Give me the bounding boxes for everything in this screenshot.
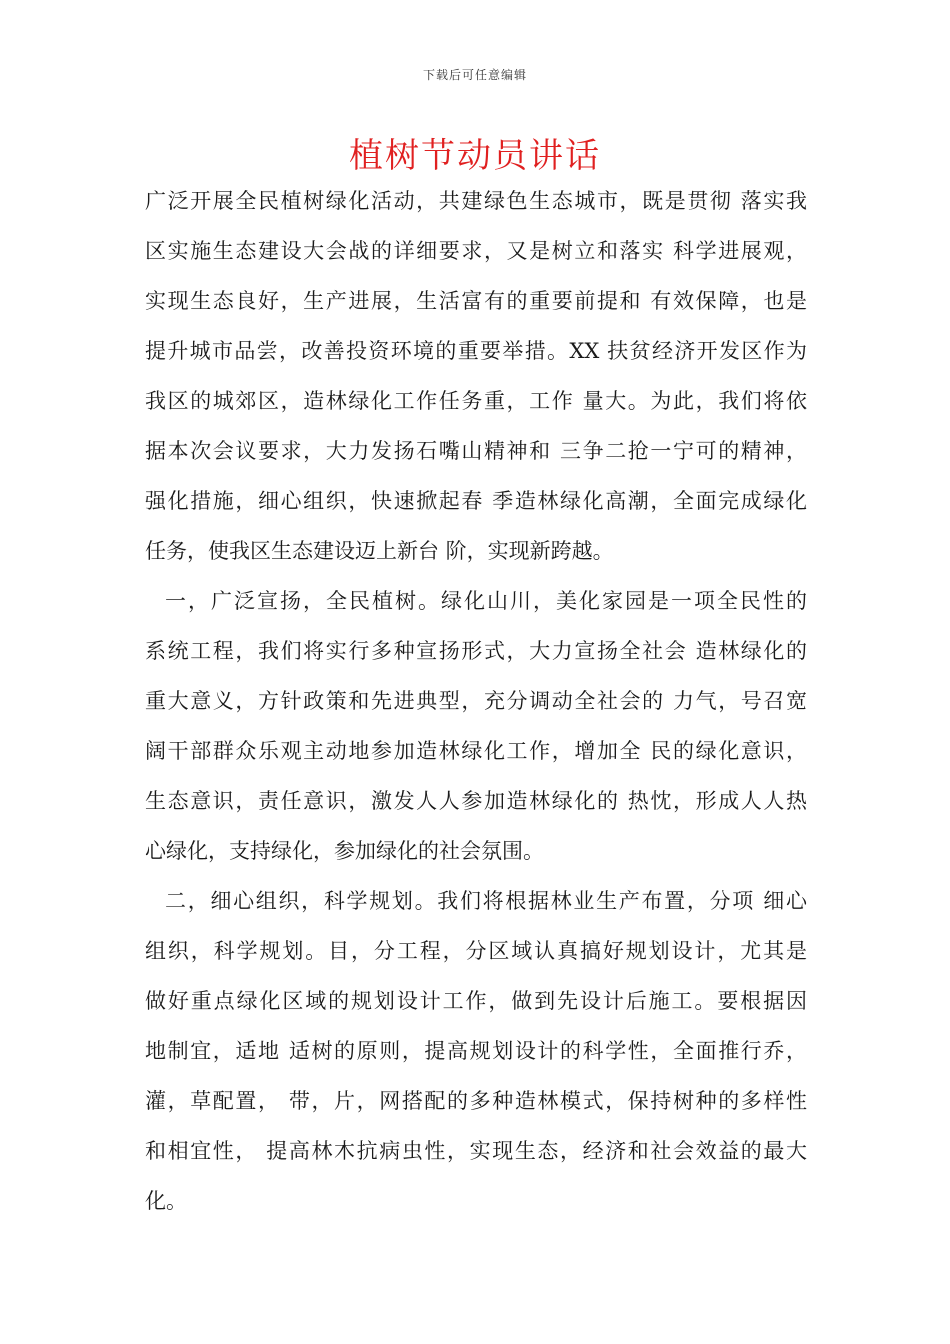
paragraph-line: 据本次会议要求，大力发扬石嘴山精神和 三争二抢一宁可的精神，: [145, 439, 807, 463]
paragraph-line: 化。: [145, 1189, 187, 1213]
paragraph-line: 组织，科学规划。目，分工程，分区域认真搞好规划设计，尤其是: [145, 939, 807, 963]
paragraph-line: 任务，使我区生态建设迈上新台 阶，实现新跨越。: [145, 539, 614, 563]
document-title: 植树节动员讲话: [349, 136, 601, 176]
paragraph-line: 二，细心组织，科学规划。我们将根据林业生产布置，分项 细心: [165, 889, 807, 913]
paragraph-line: 广泛开展全民植树绿化活动，共建绿色生态城市，既是贯彻 落实我: [145, 189, 807, 213]
paragraph-line: 重大意义，方针政策和先进典型，充分调动全社会的 力气，号召宽: [145, 689, 807, 713]
paragraph-line: 阔干部群众乐观主动地参加造林绿化工作，增加全 民的绿化意识，: [145, 739, 807, 763]
paragraph-line: 生态意识，责任意识，激发人人参加造林绿化的 热忱，形成人人热: [145, 789, 807, 813]
paragraph-line: 心绿化，支持绿化，参加绿化的社会氛围。: [145, 839, 544, 863]
paragraph-line: 提升城市品尝，改善投资环境的重要举措。XX 扶贫经济开发区作为: [145, 339, 807, 363]
paragraph-line: 和相宜性， 提高林木抗病虫性，实现生态，经济和社会效益的最大: [145, 1139, 807, 1163]
paragraph-line: 做好重点绿化区域的规划设计工作，做到先设计后施工。要根据因: [145, 989, 807, 1013]
paragraph-line: 区实施生态建设大会战的详细要求，又是树立和落实 科学进展观，: [145, 239, 807, 263]
paragraph-line: 我区的城郊区，造林绿化工作任务重，工作 量大。为此，我们将依: [145, 389, 807, 413]
paragraph-line: 强化措施，细心组织，快速掀起春 季造林绿化高潮，全面完成绿化: [145, 489, 807, 513]
paragraph-line: 一，广泛宣扬，全民植树。绿化山川，美化家园是一项全民性的: [165, 589, 807, 613]
paragraph-line: 实现生态良好，生产进展，生活富有的重要前提和 有效保障，也是: [145, 289, 807, 313]
paragraph-line: 地制宜，适地 适树的原则，提高规划设计的科学性，全面推行乔，: [145, 1039, 807, 1063]
header-note: 下载后可任意编辑: [422, 68, 527, 82]
paragraph-line: 系统工程，我们将实行多种宣扬形式，大力宣扬全社会 造林绿化的: [145, 639, 807, 663]
document-body: [145, 176, 807, 1226]
paragraph-line: 灌，草配置， 带，片，网搭配的多种造林模式，保持树种的多样性: [145, 1089, 807, 1113]
